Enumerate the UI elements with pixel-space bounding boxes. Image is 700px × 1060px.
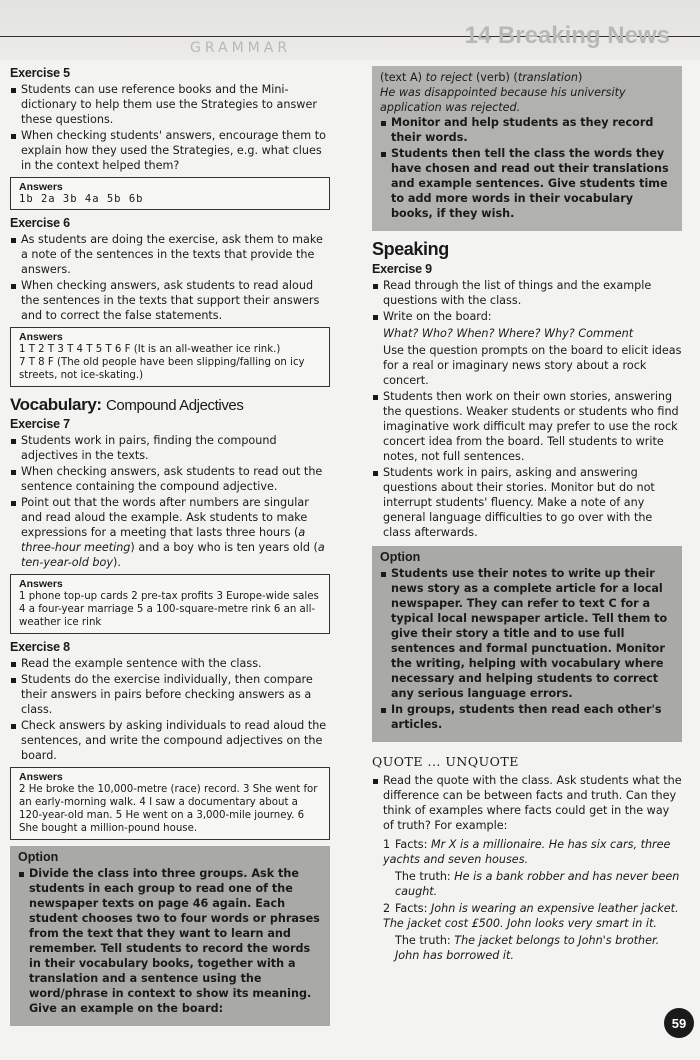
truth-label: The truth: (395, 870, 455, 883)
list-item: Students work in pairs, finding the compound adjectives in the texts. (10, 433, 330, 463)
answers-text: 1b 2a 3b 4a 5b 6b (19, 193, 144, 205)
option-title: Option (380, 550, 421, 564)
answers-box-ex7 (10, 574, 330, 634)
list-item: Students then tell the class the words they have chosen and read out their translations and example sentences. Give students time to add more words in their vocabulary books, if they wish. (380, 146, 674, 221)
page-header (0, 0, 700, 60)
list-item: As students are doing the exercise, ask them to make a note of the sentences in the texts that provide the answers. (10, 232, 330, 277)
quote-example-2 (372, 901, 682, 931)
answers-line: 7 T 8 F (The old people have been slipping/falling on icy streets, not ice-skating.) (19, 357, 305, 381)
answers-box-ex6 (10, 327, 330, 387)
page-number: 59 (664, 1008, 694, 1038)
exercise-8-bullets (10, 656, 330, 763)
answers-label: Answers (19, 578, 63, 590)
option-title: Option (18, 850, 59, 864)
list-item: Students then work on their own stories, answering the questions. Weaker students or students who find imaginative work difficult may prefer to use the rock concert idea from the board. Tell students to write notes, not full sentences. (372, 389, 682, 464)
option-box-left (10, 846, 330, 1026)
answers-line: 1 T 2 T 3 T 4 T 5 T 6 F (It is an all-weather ice rink.) (19, 344, 281, 355)
exercise-5-title: Exercise 5 (10, 66, 70, 80)
option-bullets (18, 866, 320, 1016)
vocabulary-subtitle: Compound Adjectives (105, 397, 244, 414)
exercise-8-title: Exercise 8 (10, 640, 70, 654)
text-run: ) and a boy who is ten years old ( (130, 541, 318, 554)
list-item: Students use their notes to write up their news story as a complete article for a local newspaper. They can refer to text C for a typical local newspaper article. Tell them to give their story a title and to use full sentences and formal punctuation. Monitor the writing, helping with vocabulary where necessary and helping students to correct any serious language errors. (380, 566, 672, 701)
facts-text: John is wearing an expensive leather jacket. The jacket cost £500. John looks very smart in it. (383, 902, 679, 930)
example-phrase: a three-hour meeting (21, 526, 306, 554)
text-run: Point out that the words after numbers are singular and read aloud the example. Ask students to make expressions for a meeting that lasts three hours ( (21, 496, 309, 539)
exercise-7-bullets (10, 433, 330, 570)
truth-text: The jacket belongs to John's brother. John has borrowed it. (395, 934, 660, 962)
option-continued-bullets (380, 115, 674, 221)
list-item: Read the quote with the class. Ask students what the difference can be between facts and truth. Can they think of examples where facts could get in the way of truth? For example: (372, 773, 682, 833)
answers-label: Answers (19, 331, 63, 343)
truth-text: He is a bank robber and has never been caught. (395, 870, 680, 898)
answers-label: Answers (19, 771, 63, 783)
speaking-heading: Speaking (372, 239, 449, 259)
quote-bullets (372, 773, 682, 833)
list-item: Read through the list of things and the example questions with the class. (372, 278, 682, 308)
list-item: Students can use reference books and the Mini-dictionary to help them use the Strategies to answer these questions. (10, 82, 330, 127)
text-run: (text A) (380, 71, 426, 84)
header-unit-title: 14 Breaking News (464, 22, 670, 49)
quote-heading: QUOTE ... UNQUOTE (372, 754, 519, 769)
list-item (372, 309, 682, 388)
list-item: In groups, students then read each other's articles. (380, 702, 672, 732)
text-run: ). (112, 556, 121, 569)
example-sentence: He was disappointed because his university application was rejected. (380, 86, 626, 114)
truth-1 (372, 869, 682, 899)
option-continued-box (372, 66, 682, 231)
example-word-line (380, 70, 674, 85)
header-faint-text: GRAMMAR (190, 40, 292, 56)
exercise-6-bullets (10, 232, 330, 323)
list-item: Read the example sentence with the class. (10, 656, 330, 671)
option-box-right (372, 546, 682, 742)
exercise-6-title: Exercise 6 (10, 216, 70, 230)
answers-label: Answers (19, 181, 63, 193)
list-item: When checking answers, ask students to read aloud the sentences in the texts that support their answers and to correct the false statements. (10, 278, 330, 323)
exercise-7-title: Exercise 7 (10, 417, 70, 431)
answers-text: 2 He broke the 10,000-metre (race) record. 3 She went for an early-morning walk. 4 I saw a documentary about a 120-year-old man. 5 He went on a 3,000-mile journey. 6 She bought a million-pound house. (19, 784, 318, 834)
vocabulary-heading (10, 395, 330, 415)
facts-text: Mr X is a millionaire. He has six cars, three yachts and seven houses. (383, 838, 671, 866)
answers-box-ex8 (10, 767, 330, 840)
exercise-9-bullets (372, 278, 682, 540)
left-column (10, 66, 330, 1026)
text-run: Write on the board: (383, 310, 492, 323)
truth-2 (372, 933, 682, 963)
text-run: (verb) ( (472, 71, 518, 84)
answers-box-ex5 (10, 177, 330, 210)
list-item (10, 495, 330, 570)
exercise-5-bullets (10, 82, 330, 173)
example-phrase: a ten-year-old boy (21, 541, 325, 569)
list-item: Divide the class into three groups. Ask the students in each group to read one of the newspaper texts on page 46 again. Each student chooses two to four words or phrases from the text that they want to learn and remember. Tell students to record the words in their vocabulary books, together with a translation and a sentence using the word/phrase in context to show its meaning. Give an example on the board: (18, 866, 320, 1016)
text-run: Use the question prompts on the board to elicit ideas for a real or imaginary news story about a rock concert. (383, 344, 682, 387)
text-run: translation (517, 71, 578, 84)
list-item: Monitor and help students as they record their words. (380, 115, 674, 145)
exercise-9-title: Exercise 9 (372, 262, 432, 276)
vocabulary-title: Vocabulary: (10, 395, 102, 414)
example-word: to reject (425, 71, 473, 84)
list-item: Check answers by asking individuals to read aloud the sentences, and write the compound adjectives on the board. (10, 718, 330, 763)
facts-label: Facts: (395, 902, 431, 915)
board-prompts: What? Who? When? Where? Why? Comment (383, 327, 634, 340)
quote-example-1 (372, 837, 682, 867)
list-item: When checking answers, ask students to read out the sentence containing the compound adjective. (10, 464, 330, 494)
list-item: When checking students' answers, encourage them to explain how they used the Strategies, e.g. what clues in the context helped them? (10, 128, 330, 173)
answers-text: 1 phone top-up cards 2 pre-tax profits 3 Europe-wide sales 4 a four-year marriage 5 a 100-square-metre rink 6 an all-weather ice rink (19, 591, 319, 628)
facts-label: Facts: (395, 838, 431, 851)
list-item: Students do the exercise individually, then compare their answers in pairs before checking answers as a class. (10, 672, 330, 717)
text-run: ) (577, 71, 583, 84)
right-column (372, 66, 682, 963)
list-item: Students work in pairs, asking and answering questions about their stories. Monitor but do not interrupt students' fluency. Make a note of any general language difficulties to go over with the class afterwards. (372, 465, 682, 540)
item-number: 1 (383, 838, 391, 851)
truth-label: The truth: (395, 934, 455, 947)
item-number: 2 (383, 902, 391, 915)
option-bullets (380, 566, 672, 732)
